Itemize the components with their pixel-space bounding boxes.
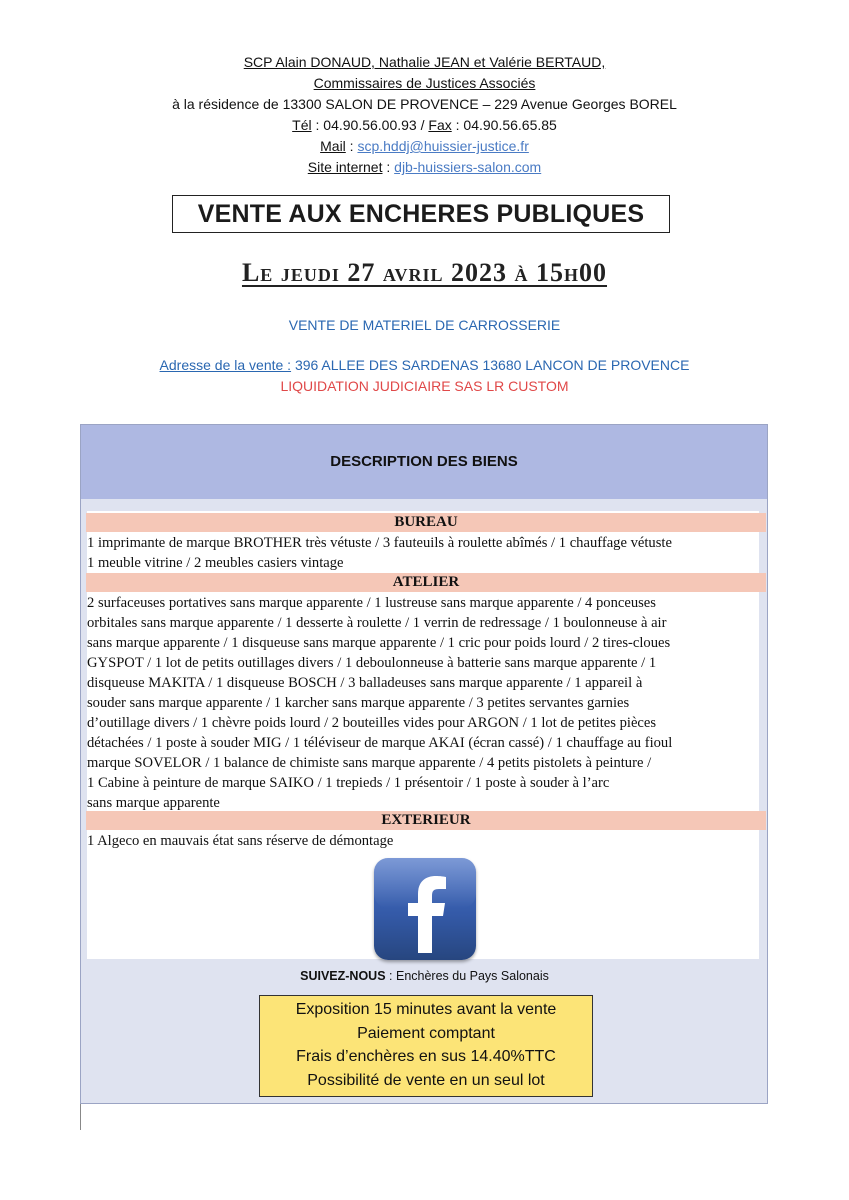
facebook-icon[interactable] [374,858,476,960]
bureau-line: 1 meuble vitrine / 2 meubles casiers vintage [87,555,344,571]
tel-value: : 04.90.56.00.93 / [311,117,429,133]
section-text-bureau [87,533,769,573]
atelier-line: sans marque apparente [87,795,220,811]
atelier-line: 1 Cabine à peinture de marque SAIKO / 1 trepieds / 1 présentoir / 1 poste à souder à l’arc [87,775,610,791]
condition-line: Paiement comptant [357,1024,495,1042]
bureau-line: 1 imprimante de marque BROTHER très vétuste / 3 fauteuils à roulette abîmés / 1 chauffage vétuste [87,535,672,551]
follow-label: SUIVEZ-NOUS [300,969,386,983]
section-heading-atelier: ATELIER [86,573,766,592]
mail-link[interactable]: scp.hddj@huissier-justice.fr [357,138,529,154]
section-text-exterieur [87,831,769,851]
auction-title: VENTE AUX ENCHERES PUBLIQUES [172,195,670,233]
office-header [0,52,849,178]
atelier-line: d’outillage divers / 1 chèvre poids lourd / 2 bouteilles vides pour ARGON / 1 lot de petites pièces [87,715,657,731]
tel-label: Tél [292,117,312,133]
site-line [0,157,849,178]
follow-us-line [0,969,849,983]
condition-line: Frais d’enchères en sus 14.40%TTC [296,1048,556,1065]
atelier-line: détachées / 1 poste à souder MIG / 1 téléviseur de marque AKAI (écran cassé) / 1 chauffage au fioul [87,735,673,751]
mail-line [0,136,849,157]
mail-label: Mail [320,138,346,154]
mail-sep: : [345,138,358,154]
auction-date: Le jeudi 27 avril 2023 à 15h00 [241,258,608,287]
condition-line: Possibilité de vente en un seul lot [307,1071,545,1089]
phone-fax-line [0,115,849,136]
atelier-line: GYSPOT / 1 lot de petits outillages divers / 1 deboulonneuse à batterie sans marque apparente / 1 [87,655,657,671]
atelier-line: sans marque apparente / 1 disqueuse sans marque apparente / 1 cric pour poids lourd / 2 tires-cloues [87,635,671,651]
section-heading-bureau: BUREAU [86,513,766,532]
office-address: à la résidence de 13300 SALON DE PROVENCE – 229 Avenue Georges BOREL [172,96,677,112]
auction-date-line [0,258,849,288]
follow-sep: : [385,969,396,983]
sale-subtitle: VENTE DE MATERIEL DE CARROSSERIE [288,317,561,333]
fax-label: Fax [428,117,452,133]
sale-address [0,357,849,373]
fax-value: : 04.90.56.65.85 [451,117,557,133]
atelier-line: souder sans marque apparente / 1 karcher sans marque apparente / 3 petites servantes garnies [87,695,630,711]
address-value: 396 ALLEE DES SARDENAS 13680 LANCON DE PROVENCE [291,357,690,373]
scan-edge-line [80,1104,81,1130]
exterieur-line: 1 Algeco en mauvais état sans réserve de démontage [87,833,394,849]
condition-line: Exposition 15 minutes avant la vente [295,1001,557,1018]
section-heading-exterieur: EXTERIEUR [86,811,766,830]
office-title: Commissaires de Justices Associés [313,75,536,91]
atelier-line: marque SOVELOR / 1 balance de chimiste sans marque apparente / 4 petits pistolets à peinture / [87,755,652,771]
section-text-atelier [87,593,769,813]
site-sep: : [382,159,395,175]
atelier-line: disqueuse MAKITA / 1 disqueuse BOSCH / 3 balladeuses sans marque apparente / 1 appareil à [87,675,643,691]
follow-page: Enchères du Pays Salonais [395,969,549,983]
site-label: Site internet [307,159,383,175]
sale-conditions-box [259,995,593,1097]
address-label: Adresse de la vente : [159,357,292,373]
atelier-line: orbitales sans marque apparente / 1 desserte à roulette / 1 verrin de redressage / 1 boulonneuse à air [87,615,667,631]
liquidation-notice: LIQUIDATION JUDICIAIRE SAS LR CUSTOM [280,378,569,394]
office-names: SCP Alain DONAUD, Nathalie JEAN et Valérie BERTAUD, [243,54,606,70]
panel-heading: DESCRIPTION DES BIENS [81,425,767,499]
atelier-line: 2 surfaceuses portatives sans marque apparente / 1 lustreuse sans marque apparente / 4 ponceuses [87,595,656,611]
site-link[interactable]: djb-huissiers-salon.com [394,159,542,175]
